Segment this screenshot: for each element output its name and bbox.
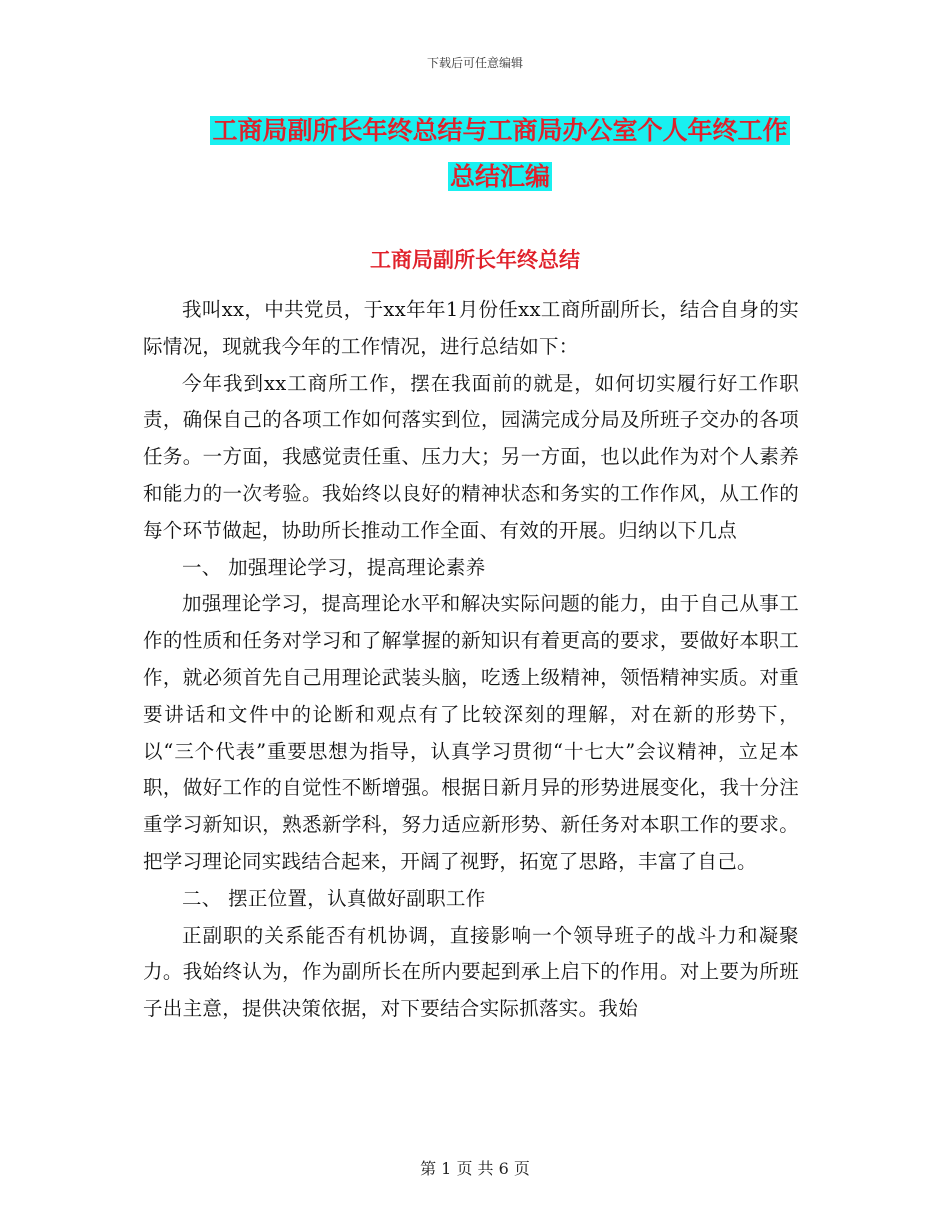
- paragraph-point-1: 加强理论学习，提高理论水平和解决实际问题的能力，由于自己从事工作的性质和任务对学习和了解掌握的新知识有着更高的要求，要做好本职工作，就必须首先自己用理论武装头脑，吃透上级精神，领悟精神实质。对重要讲话和文件中的论断和观点有了比较深刻的理解，对在新的形势下，以“三个代表”重要思想为指导，认真学习贯彻“十七大”会议精神，立足本职，做好工作的自觉性不断增强。根据日新月异的形势进展变化，我十分注重学习新知识，熟悉新学科，努力适应新形势、新任务对本职工作的要求。把学习理论同实践结合起来，开阔了视野，拓宽了思路，丰富了自己。: [143, 592, 799, 873]
- document-title-line-2: 总结汇编: [449, 162, 550, 191]
- paragraph-overview: 今年我到xx工商所工作，摆在我面前的就是，如何切实履行好工作职责，确保自己的各项工作如何落实到位，园满完成分局及所班子交办的各项任务。一方面，我感觉责任重、压力大；另一方面，也以此作为对个人素养和能力的一次考验。我始终以良好的精神状态和务实的工作作风，从工作的每个环节做起，协助所长推动工作全面、有效的开展。归纳以下几点: [143, 371, 799, 542]
- header-note: 下载后可任意编辑: [426, 56, 523, 70]
- document-title-line-1: 工商局副所长年终总结与工商局办公室个人年终工作: [212, 116, 788, 145]
- document-title: [180, 108, 820, 200]
- document-body: [143, 292, 799, 1028]
- section-title: 工商局副所长年终总结: [370, 248, 580, 272]
- paragraph-intro: 我叫xx，中共党员，于xx年年1月份任xx工商所副所长，结合自身的实际情况，现就我今年的工作情况，进行总结如下：: [143, 298, 799, 358]
- page-number-footer: 第 1 页 共 6 页: [420, 1159, 530, 1178]
- paragraph-point-2: 正副职的关系能否有机协调，直接影响一个领导班子的战斗力和凝聚力。我始终认为，作为副所长在所内要起到承上启下的作用。对上要为所班子出主意，提供决策依据，对下要结合实际抓落实。我始: [143, 923, 799, 1021]
- heading-point-2: 二、 摆正位置，认真做好副职工作: [182, 886, 486, 910]
- heading-point-1: 一、 加强理论学习，提高理论素养: [182, 555, 486, 579]
